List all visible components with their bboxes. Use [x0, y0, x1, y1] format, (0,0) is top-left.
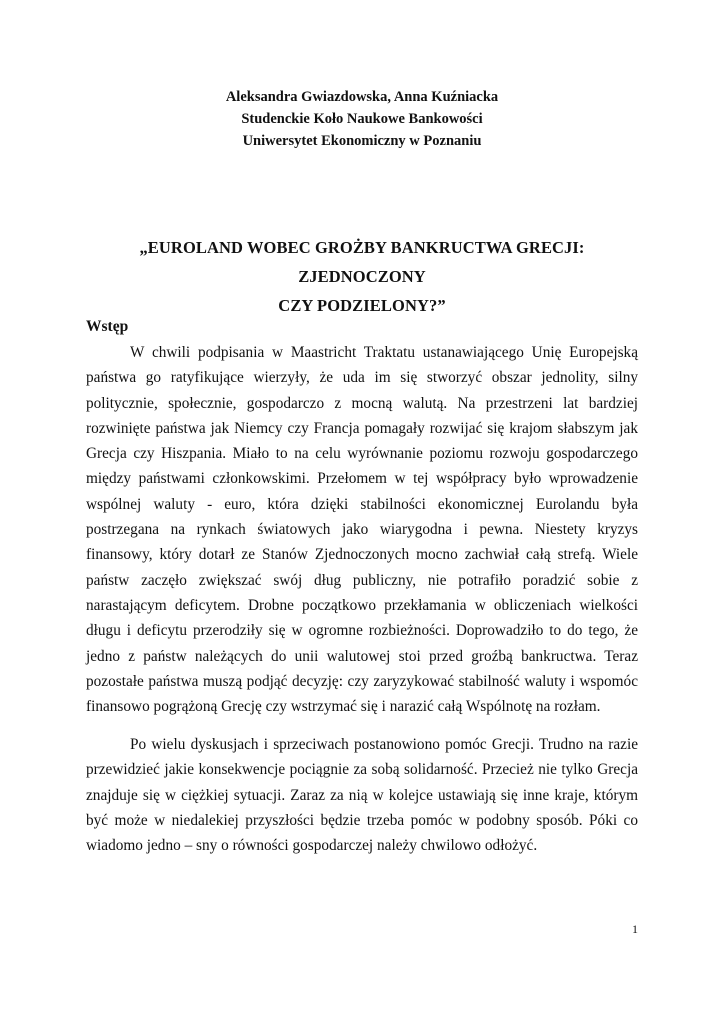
title-line-1: „EUROLAND WOBEC GROŻBY BANKRUCTWA GRECJI: ZJEDNOCZONY — [139, 238, 585, 286]
section-heading: Wstęp — [86, 318, 129, 335]
organization: Studenckie Koło Naukowe Bankowości — [241, 111, 483, 127]
authors: Aleksandra Gwiazdowska, Anna Kuźniacka — [225, 89, 499, 105]
title-line-2: CZY PODZIELONY?” — [278, 296, 446, 315]
document-header — [0, 86, 724, 152]
university: Uniwersytet Ekonomiczny w Poznaniu — [242, 133, 482, 149]
paragraph-2-text: Po wielu dyskusjach i sprzeciwach postanowiono pomóc Grecji. Trudno na razie przewidzieć jakie konsekwencje pociągnie za sobą solidarność. Przecież nie tylko Grecja znajduje się w ciężkiej sytuacji. Zaraz za nią w kolejce ustawiają się inne kraje, którym być może w niedalekiej przyszłości będzie trzeba pomóc w podobny sposób. Póki co wiadomo jedno – sny o równości gospodarczej należy chwilowo odłożyć. — [86, 736, 638, 855]
page-number: 1 — [632, 922, 638, 936]
paragraph-1-text: W chwili podpisania w Maastricht Traktatu ustanawiającego Unię Europejską państwa go ratyfikujące wierzyły, że uda im się stworzyć obszar jednolity, silny politycznie, społecznie, gospodarczo z mocną walutą. Na przestrzeni lat bardziej rozwinięte państwa jak Niemcy czy Francja pomagały rozwijać się krajom słabszym jak Grecja czy Hiszpania. Miało to na celu wyrównanie poziomu rozwoju gospodarczego między państwami członkowskimi. Przełomem w tej współpracy było wprowadzenie wspólnej waluty - euro, która dzięki stabilności ekonomicznej Eurolandu była postrzegana na rynkach światowych jako wiarygodna i pewna. Niestety kryzys finansowy, który dotarł ze Stanów Zjednoczonych mocno zachwiał całą strefą. Wiele państw zaczęło zwiększać swój dług publiczny, nie potrafiło poradzić sobie z narastającym deficytem. Drobne początkowo przekłamania w obliczeniach wielkości długu i deficytu przerodziły się w ogromne rozbieżności. Doprowadziło to do tego, że jedno z państw należących do unii walutowej stoi przed groźbą bankructwa. Teraz pozostałe państwa muszą podjąć decyzję: czy zaryzykować stabilność waluty i wspomóc finansowo pogrążoną Grecję czy wstrzymać się i narazić całą Wspólnotę na rozłam. — [86, 344, 638, 716]
paragraph-2 — [86, 732, 638, 858]
paragraph-1 — [86, 340, 638, 719]
document-title — [86, 233, 638, 320]
